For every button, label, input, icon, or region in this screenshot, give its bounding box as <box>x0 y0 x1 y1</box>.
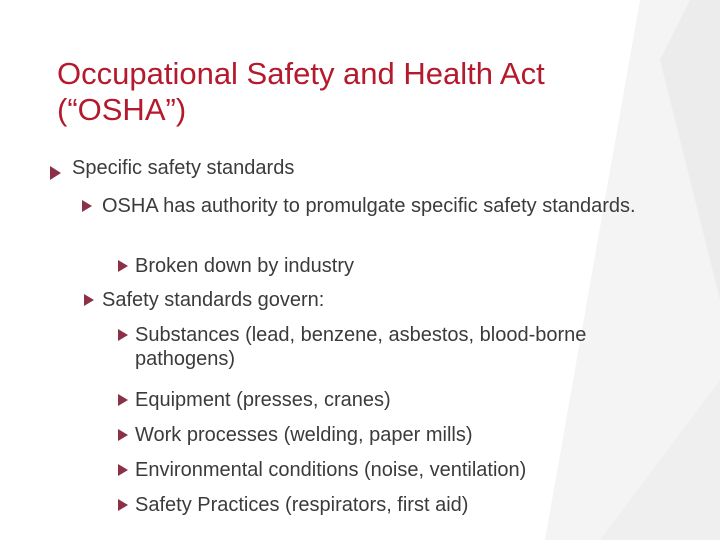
bullet-work-processes: Work processes (welding, paper mills) <box>135 424 473 446</box>
triangle-bullet-icon <box>118 260 128 272</box>
triangle-bullet-icon <box>82 200 92 212</box>
triangle-bullet-icon <box>118 464 128 476</box>
bullet-specific-safety-standards: Specific safety standards <box>72 157 295 179</box>
triangle-bullet-icon <box>84 294 94 306</box>
bullet-safety-practices: Safety Practices (respirators, first aid) <box>135 494 469 516</box>
triangle-bullet-icon <box>50 166 61 180</box>
bullet-environmental-conditions: Environmental conditions (noise, ventilation) <box>135 459 527 481</box>
bullet-substances: Substances (lead, benzene, asbestos, blood-borne pathogens) <box>135 324 587 370</box>
bullet-osha-authority: OSHA has authority to promulgate specific safety standards. <box>102 195 636 217</box>
triangle-bullet-icon <box>118 394 128 406</box>
triangle-bullet-icon <box>118 329 128 341</box>
triangle-bullet-icon <box>118 499 128 511</box>
triangle-bullet-icon <box>118 429 128 441</box>
bullet-broken-down-by-industry: Broken down by industry <box>135 255 355 277</box>
slide-title: Occupational Safety and Health Act (“OSHA”) <box>57 56 545 127</box>
bullet-equipment: Equipment (presses, cranes) <box>135 389 391 411</box>
bullet-safety-standards-govern: Safety standards govern: <box>102 289 325 311</box>
